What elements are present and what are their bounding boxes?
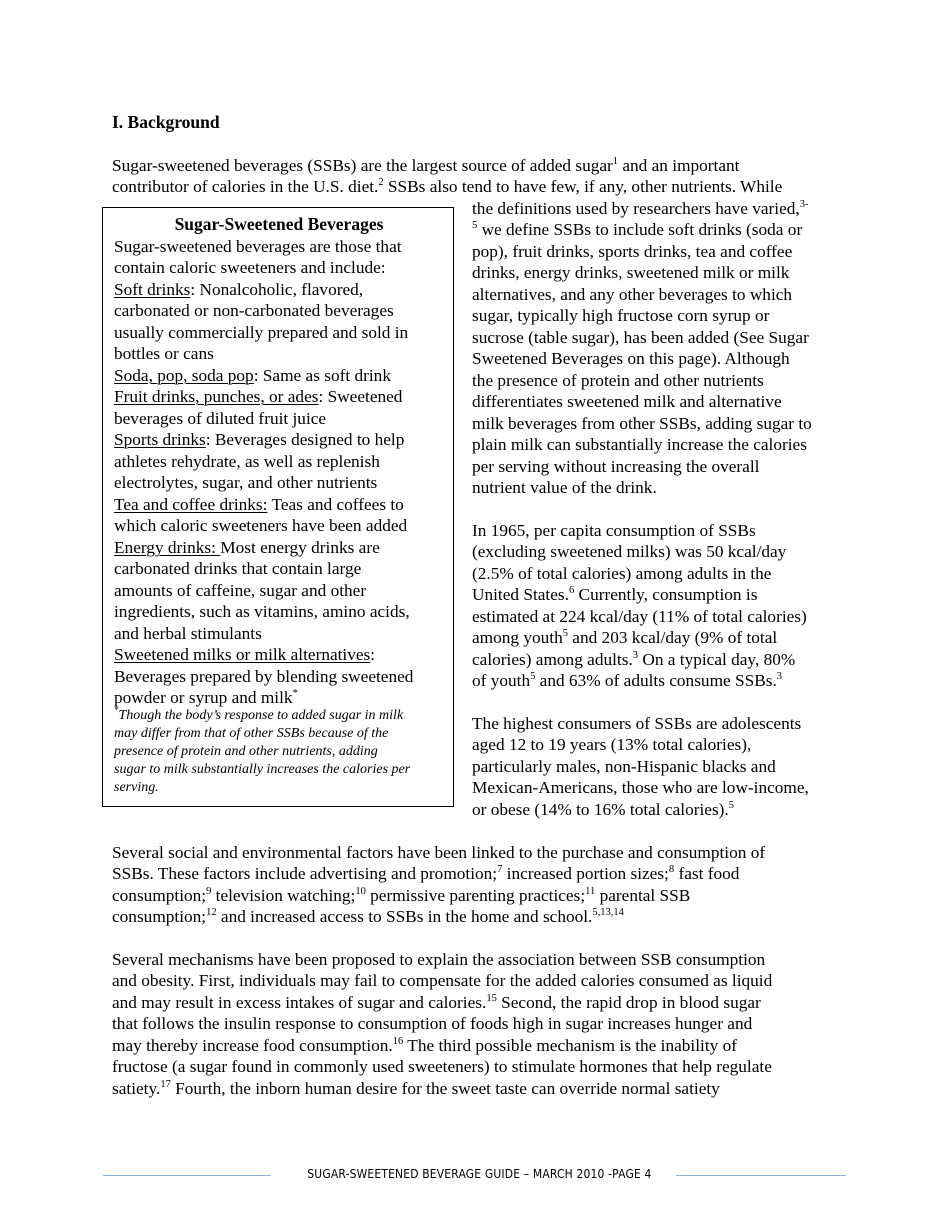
- body-line: (2.5% of total calories) among adults in the: [472, 564, 772, 583]
- sidebar-title: Sugar-Sweetened Beverages: [174, 214, 384, 234]
- term-energy-drinks: Energy drinks:: [114, 538, 221, 557]
- sidebar-line: ingredients, such as vitamins, amino acids,: [114, 602, 410, 621]
- body-line: estimated at 224 kcal/day (11% of total calories): [472, 607, 807, 626]
- body-line: The highest consumers of SSBs are adolescents: [472, 714, 802, 733]
- footnote-ref: 12: [206, 907, 217, 919]
- footnote-ref: 5: [530, 671, 536, 683]
- body-line: satiety.$^{17}$ Fourth, the inborn human desire for the sweet taste can override normal satiety: [112, 1079, 720, 1098]
- body-line: and obesity. First, individuals may fail to compensate for the added calories consumed as liquid: [112, 971, 773, 990]
- term-tea-coffee: Tea and coffee drinks:: [114, 495, 268, 514]
- body-line: sucrose (table sugar), has been added (See Sugar: [472, 328, 809, 347]
- footnote-ref: 6: [568, 585, 575, 597]
- footnote-ref: 2: [378, 177, 384, 189]
- body-line: among youth$^5$ and 203 kcal/day (9% of total: [472, 628, 778, 647]
- sidebar-line: carbonated or non-carbonated beverages: [114, 301, 394, 320]
- sidebar-line: amounts of caffeine, sugar and other: [114, 581, 367, 600]
- footer-rule-left: [103, 1175, 271, 1176]
- footnote-ref: 5: [562, 628, 568, 640]
- body-line: Mexican-Americans, those who are low-income,: [472, 778, 809, 797]
- sidebar-line: athletes rehydrate, as well as replenish: [114, 452, 380, 471]
- body-line: Sweetened Beverages on this page). Although: [472, 349, 790, 368]
- sidebar-line: usually commercially prepared and sold in: [114, 323, 409, 342]
- sidebar-line: Sugar-sweetened beverages are those that: [114, 237, 402, 256]
- section-heading: I. Background: [112, 112, 220, 132]
- body-line: Several mechanisms have been proposed to explain the association between SSB consumption: [112, 950, 766, 969]
- footnote-ref: 17: [160, 1079, 171, 1091]
- term-soda: Soda, pop, soda pop: [114, 366, 254, 385]
- body-line: consumption;$^{12}$ and increased access to SSBs in the home and school.$^{5,13,14}$: [112, 907, 624, 926]
- body-line: differentiates sweetened milk and alternative: [472, 392, 782, 411]
- footnote-ref: 15: [486, 993, 497, 1005]
- body-line: pop), fruit drinks, sports drinks, tea and coffee: [472, 242, 793, 261]
- sidebar-line: beverages of diluted fruit juice: [114, 409, 327, 428]
- sidebar-line: Sports drinks: Beverages designed to help: [114, 430, 405, 449]
- body-line: may thereby increase food consumption.$^{16}$ The third possible mechanism is the inability of: [112, 1036, 737, 1055]
- body-line: fructose (a sugar found in commonly used sweeteners) to stimulate hormones that help regulate: [112, 1057, 772, 1076]
- footnote-ref: 5,13,14: [592, 907, 624, 919]
- body-line: consumption;$^9$ television watching;$^{10}$ permissive parenting practices;$^{11}$ parental SSB: [112, 886, 691, 905]
- sidebar-line: Soft drinks: Nonalcoholic, flavored,: [114, 280, 364, 299]
- footnote-ref: 7: [497, 864, 503, 876]
- sidebar-line: Tea and coffee drinks: Teas and coffees to: [114, 495, 404, 514]
- sidebar-note-line: serving.: [114, 780, 159, 795]
- body-line: particularly males, non-Hispanic blacks and: [472, 757, 776, 776]
- body-line: drinks, energy drinks, sweetened milk or milk: [472, 263, 790, 282]
- sidebar-line: electrolytes, sugar, and other nutrients: [114, 473, 378, 492]
- intro-line-1: Sugar-sweetened beverages (SSBs) are the largest source of added sugar$^1$ and an important: [112, 156, 740, 175]
- sidebar-line: carbonated drinks that contain large: [114, 559, 362, 578]
- sidebar-line: powder or syrup and milk*: [114, 688, 298, 707]
- body-line: per serving without increasing the overall: [472, 457, 760, 476]
- body-line: Several social and environmental factors have been linked to the purchase and consumption of: [112, 843, 766, 862]
- body-line: alternatives, and any other beverages to which: [472, 285, 793, 304]
- sidebar-note-line: sugar to milk substantially increases the calories per: [114, 762, 411, 777]
- body-line: calories) among adults.$^3$ On a typical day, 80%: [472, 650, 796, 669]
- term-soft-drinks: Soft drinks: [114, 280, 191, 299]
- footnote-ref: 10: [355, 886, 366, 898]
- body-line: plain milk can substantially increase the calories: [472, 435, 807, 454]
- sidebar-line: Sweetened milks or milk alternatives:: [114, 645, 376, 664]
- footnote-ref: 9: [206, 886, 212, 898]
- sidebar-line: which caloric sweeteners have been added: [114, 516, 408, 535]
- footnote-ref: 5: [728, 800, 734, 812]
- body-line: the presence of protein and other nutrients: [472, 371, 764, 390]
- body-line: (excluding sweetened milks) was 50 kcal/day: [472, 542, 787, 561]
- sidebar-note-line: presence of protein and other nutrients, adding: [114, 744, 378, 759]
- sidebar-line: and herbal stimulants: [114, 624, 262, 643]
- body-line: milk beverages from other SSBs, adding sugar to: [472, 414, 812, 433]
- footnote-ref: 5: [472, 220, 478, 232]
- sidebar-line: contain caloric sweeteners and include:: [114, 258, 386, 277]
- footer-text: SUGAR-SWEETENED BEVERAGE GUIDE – MARCH 2010 -PAGE 4: [307, 1166, 652, 1181]
- body-line: In 1965, per capita consumption of SSBs: [472, 521, 756, 540]
- sidebar-line: Beverages prepared by blending sweetened: [114, 667, 414, 686]
- body-line: or obese (14% to 16% total calories).$^5$: [472, 800, 734, 819]
- body-line: of youth$^5$ and 63% of adults consume SSBs.$^3$: [472, 671, 783, 690]
- term-sweetened-milks: Sweetened milks or milk alternatives: [114, 645, 371, 664]
- sidebar-note-line: *Though the body’s response to added sugar in milk: [114, 705, 404, 723]
- body-line: nutrient value of the drink.: [472, 478, 657, 497]
- term-fruit-drinks: Fruit drinks, punches, or ades: [114, 387, 319, 406]
- body-line: sugar, typically high fructose corn syrup or: [472, 306, 770, 325]
- footnote-ref: 8: [668, 864, 675, 876]
- footnote-ref: 1: [612, 156, 619, 168]
- footnote-ref: 3-: [799, 199, 809, 211]
- term-sports-drinks: Sports drinks: [114, 430, 206, 449]
- footer-rule-right: [676, 1175, 846, 1176]
- footnote-ref: 3: [632, 650, 639, 662]
- sidebar-note-line: may differ from that of other SSBs because of the: [114, 726, 389, 741]
- body-line: $^5$ we define SSBs to include soft drinks (soda or: [472, 220, 803, 239]
- body-line: that follows the insulin response to consumption of foods high in sugar increases hunger and: [112, 1014, 753, 1033]
- body-line: aged 12 to 19 years (13% total calories),: [472, 735, 752, 754]
- intro-line-2: contributor of calories in the U.S. diet.$^2$ SSBs also tend to have few, if any, other nutrients. While: [112, 177, 783, 196]
- footnote-ref: 11: [585, 886, 596, 898]
- sidebar-line: Fruit drinks, punches, or ades: Sweetened: [114, 387, 403, 406]
- asterisk-ref: *: [292, 688, 298, 700]
- body-line: and may result in excess intakes of sugar and calories.$^{15}$ Second, the rapid drop in blood sugar: [112, 993, 761, 1012]
- body-line: SSBs. These factors include advertising and promotion;$^7$ increased portion sizes;$^8$ fast food: [112, 864, 740, 883]
- sidebar-line: Energy drinks: Most energy drinks are: [114, 538, 380, 557]
- sidebar-line: Soda, pop, soda pop: Same as soft drink: [114, 366, 391, 385]
- body-line: the definitions used by researchers have varied,$^{3-}$: [472, 199, 809, 218]
- body-line: United States.$^6$ Currently, consumption is: [472, 585, 758, 604]
- footnote-ref: 3: [776, 671, 783, 683]
- sidebar-line: bottles or cans: [114, 344, 214, 363]
- footnote-ref: 16: [392, 1036, 404, 1048]
